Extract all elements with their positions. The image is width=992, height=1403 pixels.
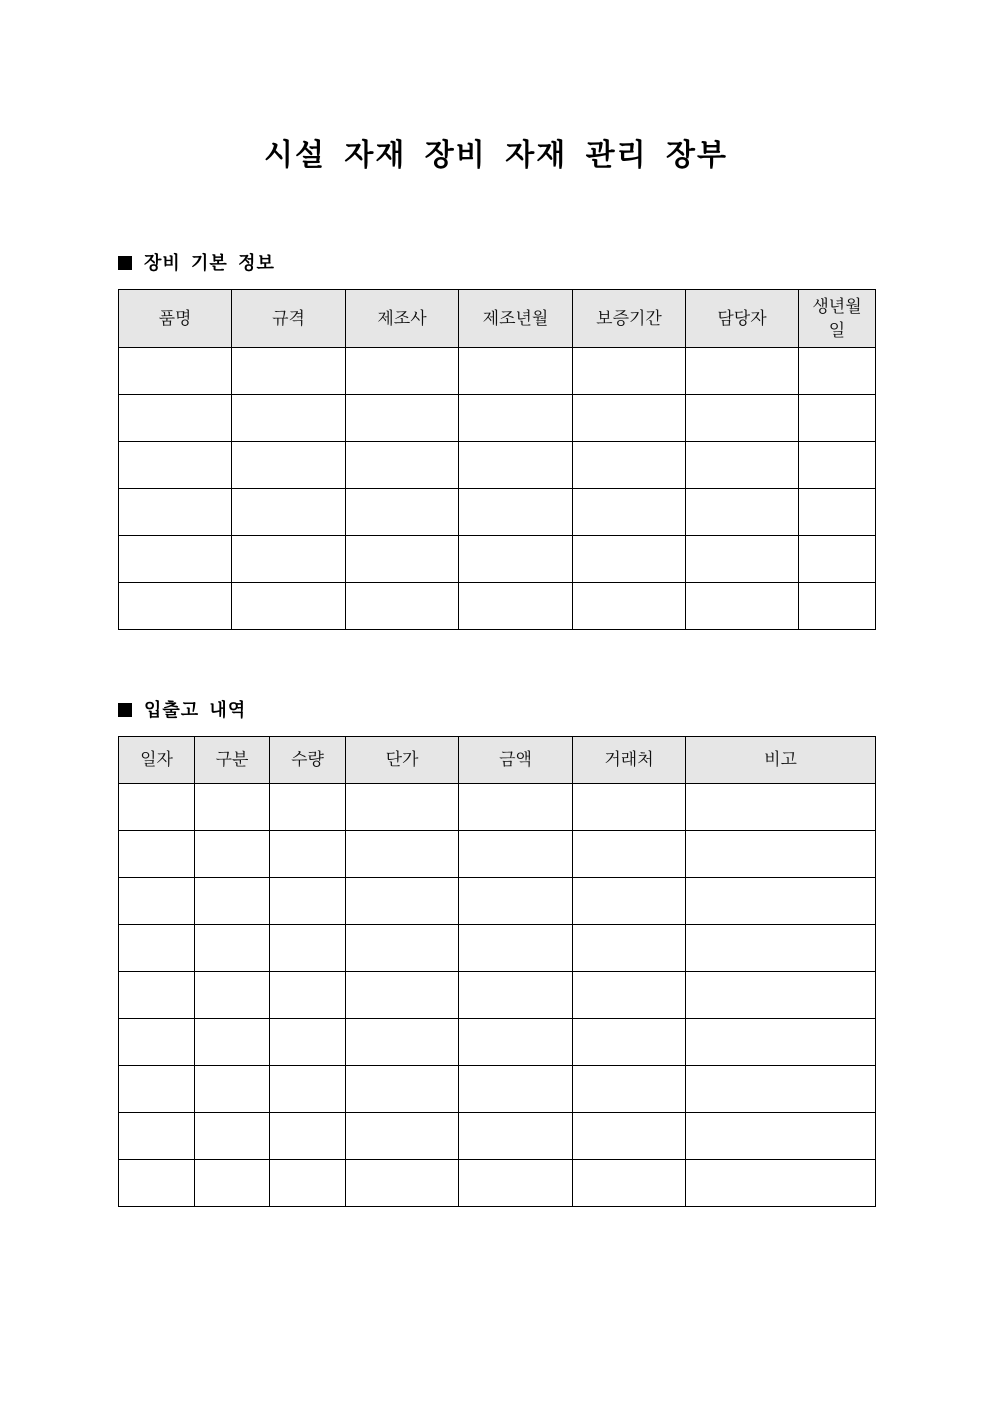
- table-cell[interactable]: [573, 1019, 686, 1066]
- table-cell[interactable]: [573, 442, 686, 489]
- table-cell[interactable]: [346, 1113, 459, 1160]
- table-row: [119, 583, 876, 630]
- column-header-amount: 금액: [459, 737, 573, 784]
- table-cell[interactable]: [346, 878, 459, 925]
- table-cell[interactable]: [346, 925, 459, 972]
- table-cell[interactable]: [195, 1160, 270, 1207]
- table-cell[interactable]: [573, 831, 686, 878]
- table-cell[interactable]: [686, 784, 876, 831]
- table-cell[interactable]: [459, 878, 573, 925]
- table-cell[interactable]: [459, 972, 573, 1019]
- table-cell[interactable]: [119, 878, 195, 925]
- table-row: [119, 784, 876, 831]
- table-row: [119, 1066, 876, 1113]
- table-cell[interactable]: [232, 395, 346, 442]
- table-cell[interactable]: [270, 925, 346, 972]
- table-cell[interactable]: [573, 878, 686, 925]
- column-header-type: 구분: [195, 737, 270, 784]
- table-header-row: [119, 290, 876, 348]
- table-cell[interactable]: [346, 972, 459, 1019]
- table-cell[interactable]: [686, 395, 799, 442]
- table-row: [119, 831, 876, 878]
- table-cell[interactable]: [346, 831, 459, 878]
- section-heading-label: 입출고 내역: [144, 700, 247, 721]
- table-cell[interactable]: [119, 972, 195, 1019]
- table-row: [119, 536, 876, 583]
- table-cell[interactable]: [799, 583, 876, 630]
- table-cell[interactable]: [459, 1019, 573, 1066]
- table-cell[interactable]: [270, 1066, 346, 1113]
- document-title: 시설 자재 장비 자재 관리 장부: [264, 138, 728, 173]
- table-cell[interactable]: [346, 489, 459, 536]
- table-cell[interactable]: [119, 583, 232, 630]
- table-row: [119, 878, 876, 925]
- table-cell[interactable]: [232, 536, 346, 583]
- table-cell[interactable]: [573, 1160, 686, 1207]
- table-cell[interactable]: [119, 348, 232, 395]
- square-bullet-icon: [118, 703, 132, 717]
- table-cell[interactable]: [346, 536, 459, 583]
- table-cell[interactable]: [270, 972, 346, 1019]
- column-header-remarks: 비고: [686, 737, 876, 784]
- table-cell[interactable]: [195, 1066, 270, 1113]
- table-cell[interactable]: [232, 442, 346, 489]
- table-cell[interactable]: [346, 1160, 459, 1207]
- table-cell[interactable]: [195, 784, 270, 831]
- table-cell[interactable]: [270, 878, 346, 925]
- table-cell[interactable]: [119, 784, 195, 831]
- table-cell[interactable]: [119, 442, 232, 489]
- table-cell[interactable]: [270, 831, 346, 878]
- table-cell[interactable]: [686, 1066, 876, 1113]
- table-cell[interactable]: [686, 1019, 876, 1066]
- table-cell[interactable]: [799, 489, 876, 536]
- column-header-manufacture-date: 제조년월: [459, 290, 573, 348]
- equipment-info-table: [118, 289, 876, 630]
- table-cell[interactable]: [459, 1160, 573, 1207]
- table-cell[interactable]: [459, 442, 573, 489]
- column-header-vendor: 거래처: [573, 737, 686, 784]
- table-cell[interactable]: [459, 784, 573, 831]
- table-cell[interactable]: [119, 925, 195, 972]
- table-row: [119, 348, 876, 395]
- table-cell[interactable]: [573, 925, 686, 972]
- table-cell[interactable]: [195, 972, 270, 1019]
- table-cell[interactable]: [459, 1066, 573, 1113]
- table-cell[interactable]: [686, 1113, 876, 1160]
- table-cell[interactable]: [119, 831, 195, 878]
- table-cell[interactable]: [346, 395, 459, 442]
- section-heading-equipment: [118, 252, 275, 276]
- table-header-row: [119, 737, 876, 784]
- column-header-date: 일자: [119, 737, 195, 784]
- table-cell[interactable]: [686, 972, 876, 1019]
- table-cell[interactable]: [270, 1019, 346, 1066]
- table-cell[interactable]: [799, 536, 876, 583]
- table-cell[interactable]: [195, 831, 270, 878]
- table-cell[interactable]: [459, 395, 573, 442]
- column-header-warranty-period: 보증기간: [573, 290, 686, 348]
- square-bullet-icon: [118, 256, 132, 270]
- table-cell[interactable]: [573, 348, 686, 395]
- table-cell[interactable]: [686, 489, 799, 536]
- table-cell[interactable]: [799, 442, 876, 489]
- table-cell[interactable]: [459, 1113, 573, 1160]
- table-cell[interactable]: [232, 583, 346, 630]
- column-header-spec: 규격: [232, 290, 346, 348]
- table-cell[interactable]: [573, 972, 686, 1019]
- table-cell[interactable]: [346, 583, 459, 630]
- table-cell[interactable]: [119, 1113, 195, 1160]
- table-cell[interactable]: [119, 395, 232, 442]
- table-cell[interactable]: [799, 348, 876, 395]
- table-cell[interactable]: [686, 1160, 876, 1207]
- column-header-quantity: 수량: [270, 737, 346, 784]
- table-cell[interactable]: [232, 489, 346, 536]
- table-cell[interactable]: [686, 878, 876, 925]
- table-cell[interactable]: [119, 536, 232, 583]
- table-cell[interactable]: [195, 1113, 270, 1160]
- table-cell[interactable]: [573, 1113, 686, 1160]
- table-row: [119, 1113, 876, 1160]
- table-row: [119, 972, 876, 1019]
- table-cell[interactable]: [195, 1019, 270, 1066]
- table-cell[interactable]: [459, 536, 573, 583]
- table-cell[interactable]: [459, 348, 573, 395]
- table-cell[interactable]: [119, 1019, 195, 1066]
- inout-history-table: [118, 736, 876, 1207]
- table-row: [119, 395, 876, 442]
- table-cell[interactable]: [573, 489, 686, 536]
- table-cell[interactable]: [686, 348, 799, 395]
- table-cell[interactable]: [346, 1019, 459, 1066]
- table-row: [119, 489, 876, 536]
- table-cell[interactable]: [686, 925, 876, 972]
- table-cell[interactable]: [459, 925, 573, 972]
- table-cell[interactable]: [346, 784, 459, 831]
- table-cell[interactable]: [686, 536, 799, 583]
- column-header-manufacturer: 제조사: [346, 290, 459, 348]
- table-row: [119, 442, 876, 489]
- table-cell[interactable]: [119, 489, 232, 536]
- column-header-manager: 담당자: [686, 290, 799, 348]
- column-header-unit-price: 단가: [346, 737, 459, 784]
- section-heading-inout: [118, 699, 246, 723]
- column-header-birth-date: 생년월일: [799, 290, 876, 348]
- section-heading-label: 장비 기본 정보: [144, 253, 275, 274]
- table-cell[interactable]: [686, 442, 799, 489]
- table-cell[interactable]: [686, 583, 799, 630]
- table-cell[interactable]: [270, 1160, 346, 1207]
- table-row: [119, 1019, 876, 1066]
- table-cell[interactable]: [573, 583, 686, 630]
- table-cell[interactable]: [459, 489, 573, 536]
- table-cell[interactable]: [459, 583, 573, 630]
- table-row: [119, 1160, 876, 1207]
- table-cell[interactable]: [573, 536, 686, 583]
- column-header-item-name: 품명: [119, 290, 232, 348]
- table-cell[interactable]: [799, 395, 876, 442]
- table-cell[interactable]: [459, 831, 573, 878]
- table-cell[interactable]: [573, 784, 686, 831]
- table-cell[interactable]: [573, 395, 686, 442]
- table-cell[interactable]: [346, 348, 459, 395]
- table-cell[interactable]: [232, 348, 346, 395]
- table-cell[interactable]: [195, 925, 270, 972]
- table-cell[interactable]: [686, 831, 876, 878]
- table-cell[interactable]: [119, 1160, 195, 1207]
- table-cell[interactable]: [195, 878, 270, 925]
- table-cell[interactable]: [119, 1066, 195, 1113]
- table-cell[interactable]: [270, 784, 346, 831]
- table-cell[interactable]: [346, 442, 459, 489]
- table-cell[interactable]: [346, 1066, 459, 1113]
- table-row: [119, 925, 876, 972]
- table-cell[interactable]: [573, 1066, 686, 1113]
- table-cell[interactable]: [270, 1113, 346, 1160]
